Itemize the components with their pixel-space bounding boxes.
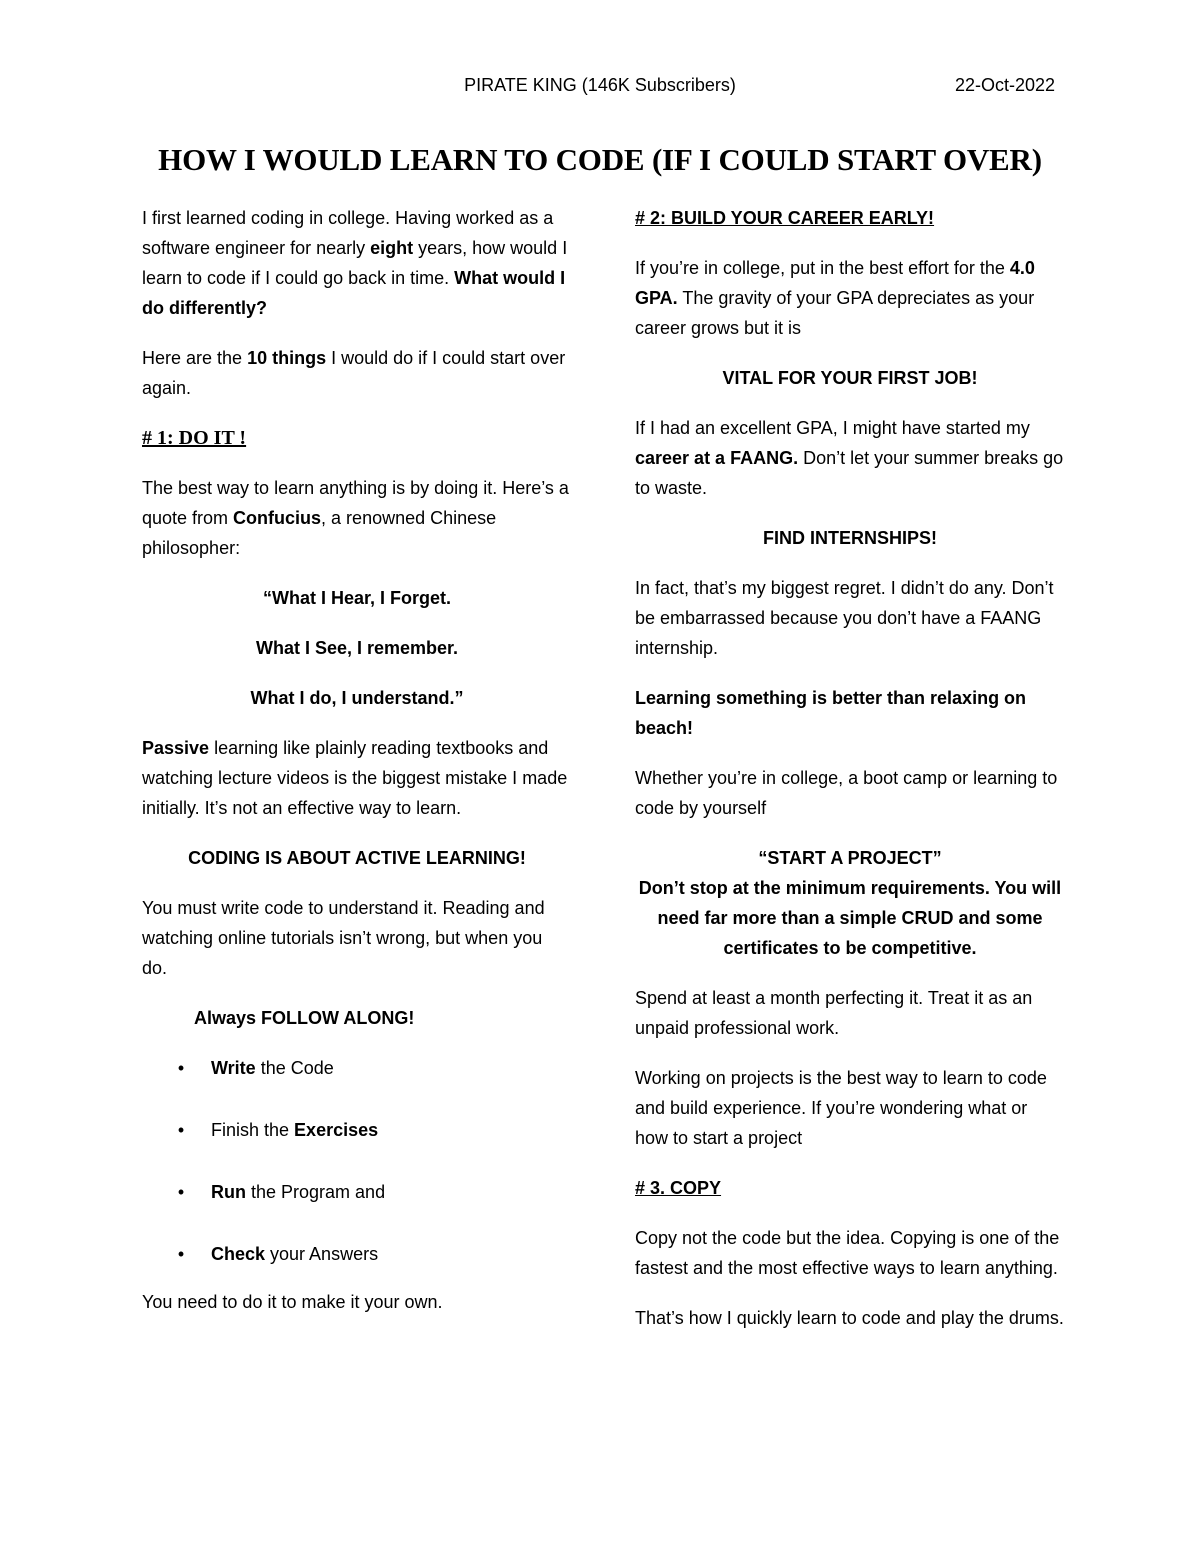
section-2-paragraph-7: Working on projects is the best way to learn to code and build experience. If you’re wondering what or how to start a project [635, 1068, 1047, 1148]
section-2-heading: # 2: BUILD YOUR CAREER EARLY! [635, 208, 935, 228]
intro-paragraph-2: Here are the 10 things I would do if I could start over again. [142, 348, 566, 398]
header-channel: PIRATE KING (146K Subscribers) [464, 75, 736, 95]
callout-internships: FIND INTERNSHIPS! [762, 528, 937, 548]
list-item: • Check your Answers [175, 1239, 572, 1269]
document-title: HOW I WOULD LEARN TO CODE (IF I COULD START OVER) [158, 142, 1042, 177]
section-1-paragraph-1: The best way to learn anything is by doing it. Here’s a quote from Confucius, a renowned Chinese philosopher: [142, 478, 569, 558]
callout-start-project-detail: Don’t stop at the minimum requirements. You will need far more than a simple CRUD and some certificates to be competitive. [638, 878, 1062, 958]
callout-vital: VITAL FOR YOUR FIRST JOB! [722, 368, 978, 388]
callout-active-learning: CODING IS ABOUT ACTIVE LEARNING! [188, 848, 526, 868]
quote-line-1: “What I Hear, I Forget. [262, 588, 452, 608]
section-3-heading: # 3. COPY [635, 1178, 722, 1198]
section-3-paragraph-2: That’s how I quickly learn to code and play the drums. [635, 1308, 1064, 1328]
intro-paragraph-1: I first learned coding in college. Having worked as a software engineer for nearly eight years, how would I learn to code if I could go back in time. What would I do differently? [142, 208, 568, 318]
steps-list [175, 1053, 572, 1269]
quote-line-3: What I do, I understand.” [250, 688, 464, 708]
list-item: • Finish the Exercises [175, 1115, 572, 1145]
bullet-icon: • [177, 1058, 185, 1078]
list-item: • Write the Code [175, 1053, 572, 1083]
section-1-paragraph-3: You must write code to understand it. Reading and watching online tutorials isn’t wrong, but when you do. [142, 898, 545, 978]
quote-line-2: What I See, I remember. [255, 638, 459, 658]
section-1-heading: # 1: DO IT ! [142, 427, 247, 449]
section-2-paragraph-2: If I had an excellent GPA, I might have started my career at a FAANG. Don’t let your summer breaks go to waste. [635, 418, 1064, 498]
bullet-icon: • [177, 1120, 185, 1140]
section-2-paragraph-5: Whether you’re in college, a boot camp or learning to code by yourself [635, 768, 1058, 818]
callout-start-project: “START A PROJECT” [758, 848, 942, 868]
bullet-icon: • [177, 1244, 185, 1264]
section-2-paragraph-4: Learning something is better than relaxing on beach! [635, 688, 1027, 738]
follow-along: Always FOLLOW ALONG! [194, 1008, 415, 1028]
list-item: • Run the Program and [175, 1177, 572, 1207]
bullet-icon: • [177, 1182, 185, 1202]
section-2-paragraph-3: In fact, that’s my biggest regret. I didn’t do any. Don’t be embarrassed because you don’t have a FAANG internship. [635, 578, 1054, 658]
section-2-paragraph-1: If you’re in college, put in the best effort for the 4.0 GPA. The gravity of your GPA depreciates as your career grows but it is [635, 258, 1035, 338]
closing-paragraph: You need to do it to make it your own. [142, 1292, 443, 1312]
right-column [635, 203, 1065, 1353]
section-1-paragraph-2: Passive learning like plainly reading textbooks and watching lecture videos is the biggest mistake I made initially. It’s not an effective way to learn. [142, 738, 568, 818]
section-2-paragraph-6: Spend at least a month perfecting it. Treat it as an unpaid professional work. [635, 988, 1033, 1038]
section-3-paragraph-1: Copy not the code but the idea. Copying is one of the fastest and the most effective ways to learn anything. [635, 1228, 1060, 1278]
left-column [142, 203, 572, 1337]
header-date: 22-Oct-2022 [954, 75, 1055, 95]
